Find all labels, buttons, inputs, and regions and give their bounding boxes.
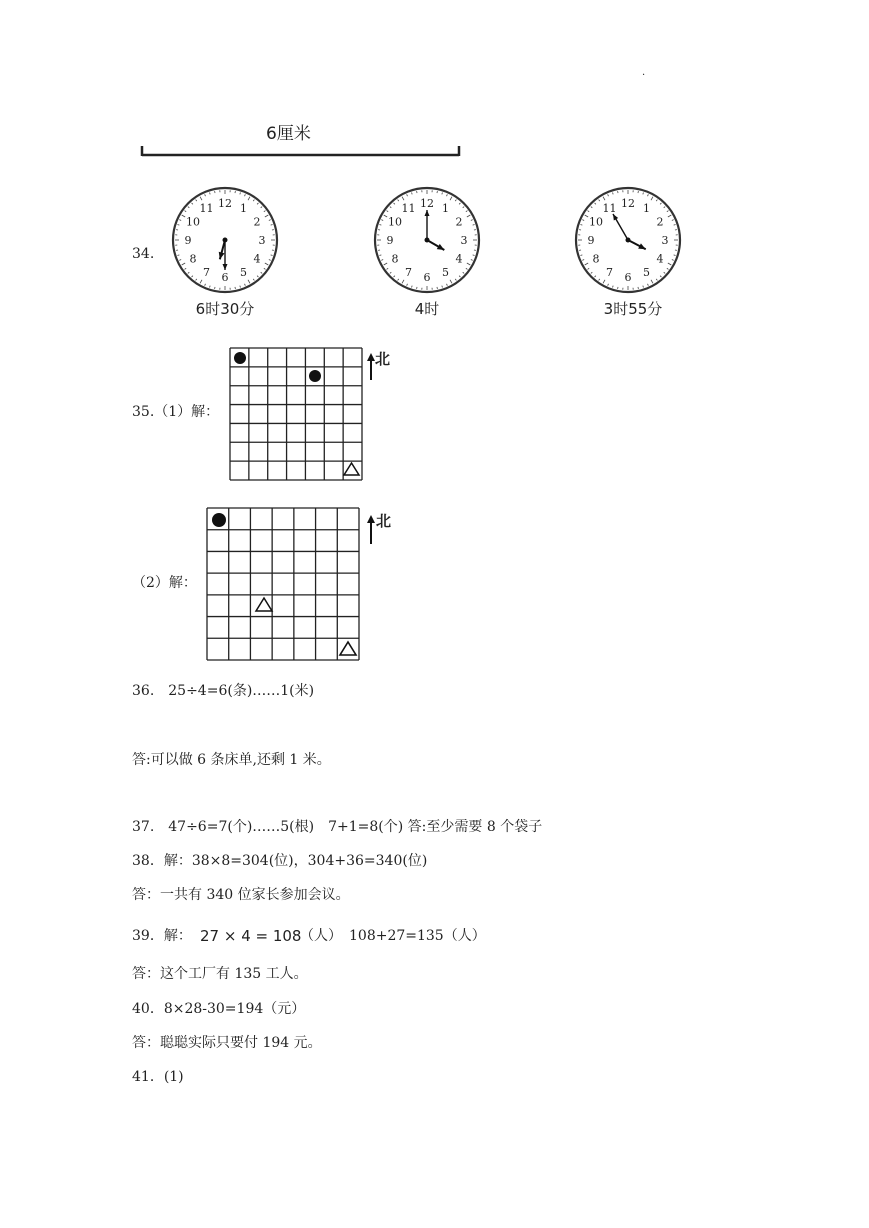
clock-numeral: 6 bbox=[221, 271, 229, 284]
clock-numeral: 4 bbox=[455, 252, 463, 266]
clock-numeral: 7 bbox=[203, 266, 210, 280]
clock-numeral: 5 bbox=[643, 266, 650, 280]
clock-numeral: 2 bbox=[455, 215, 463, 229]
clock-numeral: 11 bbox=[602, 201, 617, 215]
grid-2 bbox=[206, 507, 362, 661]
clock-numeral: 11 bbox=[401, 201, 416, 215]
clock-2 bbox=[372, 185, 482, 295]
clock-center bbox=[626, 238, 631, 243]
clock-numeral: 6 bbox=[624, 271, 632, 284]
clock-numeral: 1 bbox=[643, 201, 650, 215]
q40-line1: 40．8×28-30=194（元） bbox=[132, 1001, 306, 1017]
q38-answer: 答：一共有 340 位家长参加会议。 bbox=[132, 887, 350, 903]
clock-numeral: 6 bbox=[423, 271, 431, 284]
q39-prefix: 39．解： bbox=[132, 928, 192, 944]
clock-numeral: 12 bbox=[621, 197, 635, 210]
clock-numeral: 9 bbox=[386, 234, 394, 247]
clock-numeral: 12 bbox=[218, 197, 232, 210]
ruler-label: 6厘米 bbox=[266, 124, 311, 144]
clock-numeral: 1 bbox=[442, 201, 449, 215]
clock-numeral: 12 bbox=[420, 197, 434, 210]
clock-numeral: 7 bbox=[606, 266, 613, 280]
clock-numeral: 10 bbox=[387, 215, 402, 229]
triangle-marker bbox=[344, 463, 359, 475]
q34-number: 34. bbox=[132, 246, 155, 262]
clock-3 bbox=[573, 185, 683, 295]
clock-center bbox=[223, 238, 228, 243]
clock-1 bbox=[170, 185, 280, 295]
clock-numeral: 7 bbox=[405, 266, 412, 280]
clock-numeral: 8 bbox=[592, 252, 600, 266]
q36-line1: 36. 25÷4=6(条)……1(米) bbox=[132, 683, 315, 699]
clock-numeral: 5 bbox=[240, 266, 247, 280]
clock-numeral: 4 bbox=[253, 252, 261, 266]
clock-center bbox=[425, 238, 430, 243]
grid-1 bbox=[229, 347, 364, 481]
q38-line1: 38．解：38×8=304(位)，304+36=340(位) bbox=[132, 853, 428, 869]
clock-numeral: 3 bbox=[460, 234, 468, 247]
clock-numeral: 10 bbox=[588, 215, 603, 229]
clock-numeral: 2 bbox=[656, 215, 664, 229]
clock-numeral: 4 bbox=[656, 252, 664, 266]
clock-numeral: 11 bbox=[199, 201, 214, 215]
page-dot: . bbox=[642, 67, 646, 78]
north-label-1: 北 bbox=[375, 350, 391, 368]
q35-part1-label: 35.（1）解： bbox=[132, 404, 220, 420]
black-dot-1 bbox=[234, 352, 246, 364]
q36-answer: 答:可以做 6 条床单,还剩 1 米。 bbox=[132, 752, 331, 768]
clock-numeral: 10 bbox=[185, 215, 200, 229]
clock-numeral: 3 bbox=[661, 234, 669, 247]
clock-numeral: 8 bbox=[189, 252, 197, 266]
q41-line1: 41．(1) bbox=[132, 1069, 184, 1085]
black-dot-2 bbox=[309, 370, 321, 382]
ruler-line bbox=[140, 143, 462, 159]
clock-numeral: 9 bbox=[587, 234, 595, 247]
q40-answer: 答：聪聪实际只要付 194 元。 bbox=[132, 1035, 322, 1051]
triangle-marker-2 bbox=[256, 598, 272, 611]
clock-1-label: 6时30分 bbox=[195, 300, 255, 318]
q39-suffix: （人） 108+27=135（人） bbox=[300, 928, 486, 944]
q37-line1: 37. 47÷6=7(个)……5(根) 7+1=8(个) 答:至少需要 8 个袋子 bbox=[132, 819, 543, 835]
clock-numeral: 9 bbox=[184, 234, 192, 247]
clock-numeral: 8 bbox=[391, 252, 399, 266]
north-label-2: 北 bbox=[376, 512, 392, 530]
clock-numeral: 3 bbox=[258, 234, 266, 247]
clock-3-label: 3时55分 bbox=[603, 300, 663, 318]
clock-numeral: 1 bbox=[240, 201, 247, 215]
clock-numeral: 5 bbox=[442, 266, 449, 280]
q39-formula: 27 × 4 = 108 bbox=[200, 927, 302, 945]
clock-2-label: 4时 bbox=[414, 300, 440, 318]
triangle-marker-3 bbox=[340, 642, 356, 655]
clock-numeral: 2 bbox=[253, 215, 261, 229]
black-dot-3 bbox=[212, 513, 226, 527]
q35-part2-label: （2）解： bbox=[132, 575, 197, 591]
q39-answer: 答：这个工厂有 135 工人。 bbox=[132, 966, 308, 982]
